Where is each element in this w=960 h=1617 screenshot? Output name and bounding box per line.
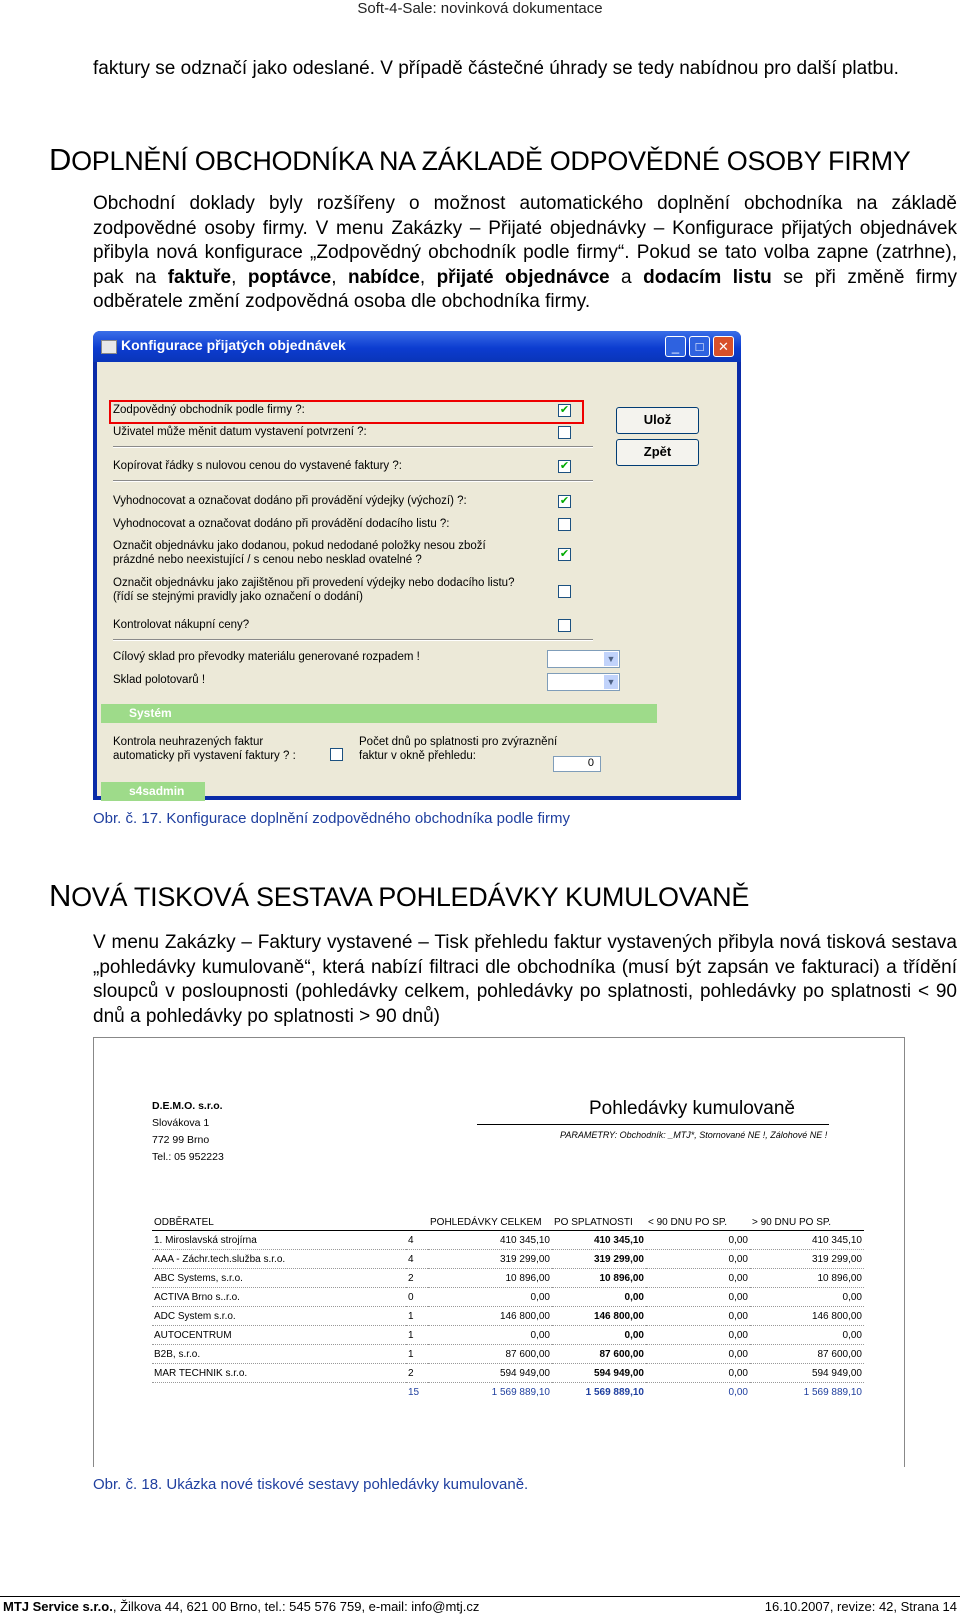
footer-revision: 16.10.2007, revize: 42, Strana 14	[764, 1599, 957, 1614]
company-phone: Tel.: 05 952223	[152, 1151, 224, 1163]
table-total-row	[152, 1383, 864, 1402]
table-cell: 2	[406, 1269, 428, 1288]
option-label: Zodpovědný obchodník podle firmy ?:	[113, 404, 305, 416]
option-checkbox[interactable]: ✔	[559, 404, 570, 416]
table-cell: 0,00	[646, 1364, 750, 1383]
section1-heading-rest: OPLNĚNÍ OBCHODNÍKA NA ZÁKLADĚ ODPOVĚDNÉ OSOBY FIRMY	[71, 146, 911, 176]
option-checkbox[interactable]	[558, 619, 571, 632]
option-checkbox[interactable]: ✔	[559, 460, 570, 472]
semi-product-warehouse-select[interactable]	[547, 673, 620, 691]
col-count	[406, 1214, 428, 1231]
table-cell: 0,00	[646, 1288, 750, 1307]
col-overdue: PO SPLATNOSTI	[552, 1214, 646, 1231]
table-cell	[152, 1383, 406, 1402]
dialog-client	[97, 362, 737, 796]
option-label: Vyhodnocovat a označovat dodáno při provádění výdejky (výchozí) ?:	[113, 495, 467, 507]
option-label: Označit objednávku jako zajištěnou při provedení výdejky nebo dodacího listu?	[113, 577, 515, 589]
table-cell: 0,00	[428, 1288, 552, 1307]
table-row	[152, 1307, 864, 1326]
figure17-caption: Obr. č. 17. Konfigurace doplnění zodpovědného obchodníka podle firmy	[93, 810, 570, 827]
option-checkbox[interactable]: ✔	[559, 495, 570, 507]
table-cell: 146 800,00	[750, 1307, 864, 1326]
option-label: Uživatel může měnit datum vystavení potvrzení ?:	[113, 426, 367, 438]
table-cell: 1 569 889,10	[803, 1386, 862, 1398]
table-cell: AUTOCENTRUM	[152, 1326, 406, 1345]
invoice-control-label: Kontrola neuhrazených faktur	[113, 736, 264, 748]
table-cell: 0	[406, 1288, 428, 1307]
section1-paragraph	[93, 192, 957, 315]
table-cell: 87 600,00	[750, 1345, 864, 1364]
chevron-down-icon: ▼	[604, 675, 618, 689]
page-header: Soft-4-Sale: novinková dokumentace	[357, 0, 603, 17]
option-checkbox[interactable]	[558, 585, 571, 598]
table-cell: 4	[406, 1231, 428, 1250]
section1-text-end: se při změně firmy odběratele změní zodpovědná osoba dle obchodníka firmy.	[93, 266, 958, 312]
section1-heading	[49, 144, 911, 177]
system-section-band: Systém	[101, 704, 657, 723]
table-header-row	[152, 1214, 864, 1231]
chevron-down-icon: ▼	[604, 652, 618, 666]
invoice-control-label-2: automaticky při vystavení faktury ? :	[113, 750, 296, 762]
table-row	[152, 1250, 864, 1269]
table-cell: 1 569 889,10	[491, 1386, 550, 1398]
table-cell: 0,00	[646, 1307, 750, 1326]
footer-company: MTJ Service s.r.o.	[3, 1599, 113, 1614]
option-label: Kopírovat řádky s nulovou cenou do vystavené faktury ?:	[113, 460, 402, 472]
table-row	[152, 1364, 864, 1383]
table-cell: 410 345,10	[750, 1231, 864, 1250]
overdue-days-input[interactable]: 0	[553, 756, 601, 772]
divider	[113, 480, 593, 482]
table-cell: 0,00	[428, 1326, 552, 1345]
sep: a	[609, 266, 644, 288]
target-warehouse-select[interactable]	[547, 650, 620, 668]
bold-delivery-note: dodacím listu	[643, 266, 772, 288]
company-name: D.E.M.O. s.r.o.	[152, 1100, 223, 1112]
table-cell: 0,00	[552, 1288, 646, 1307]
section2-paragraph: V menu Zakázky – Faktury vystavené – Tisk přehledu faktur vystavených přibyla nová tisková sestava „pohledávky kumulovaně“, která nabízí filtraci dle obchodníka (musí být zapsán ve fakturaci) a třídění sloupců v posloupnosti (pohledávky celkem, pohledávky po splatnosti, pohledávky po splatnosti < 90 dnů a pohledávky po splatnosti > 90 dnů)	[93, 932, 957, 1027]
table-row	[152, 1269, 864, 1288]
table-row	[152, 1326, 864, 1345]
col-total: POHLEDÁVKY CELKEM	[428, 1214, 552, 1231]
back-button[interactable]: Zpět	[616, 439, 699, 466]
table-cell: 87 600,00	[428, 1345, 552, 1364]
report-title: Pohledávky kumulovaně	[589, 1098, 795, 1119]
dialog-title: Konfigurace přijatých objednávek	[121, 337, 346, 353]
section2-heading	[49, 880, 749, 913]
target-warehouse-label: Cílový sklad pro převodky materiálu generované rozpadem !	[113, 651, 420, 663]
sep: ,	[231, 266, 248, 288]
table-cell: 1. Miroslavská strojírna	[152, 1231, 406, 1250]
table-cell: 0,00	[750, 1288, 864, 1307]
table-cell: 146 800,00	[428, 1307, 552, 1326]
option-label: Označit objednávku jako dodanou, pokud nedodané položky nesou zboží	[113, 540, 486, 552]
table-cell: 319 299,00	[428, 1250, 552, 1269]
table-cell: 410 345,10	[428, 1231, 552, 1250]
config-dialog	[93, 331, 741, 800]
bold-order: přijaté objednávce	[436, 266, 610, 288]
table-cell: ADC System s.r.o.	[152, 1307, 406, 1326]
option-label: Vyhodnocovat a označovat dodáno při provádění dodacího listu ?:	[113, 518, 450, 530]
table-cell: 1	[406, 1345, 428, 1364]
table-row	[152, 1231, 864, 1250]
table-row	[152, 1345, 864, 1364]
option-label: Kontrolovat nákupní ceny?	[113, 619, 250, 631]
table-cell: 10 896,00	[428, 1269, 552, 1288]
figure18-caption: Obr. č. 18. Ukázka nové tiskové sestavy pohledávky kumulovaně.	[93, 1476, 529, 1493]
table-cell: MAR TECHNIK s.r.o.	[152, 1364, 406, 1383]
table-cell: 0,00	[750, 1326, 864, 1345]
table-cell: 0,00	[646, 1345, 750, 1364]
table-cell: 15	[408, 1386, 420, 1398]
divider	[113, 446, 593, 448]
title-rule	[477, 1124, 829, 1125]
table-cell: AAA - Záchr.tech.služba s.r.o.	[152, 1250, 406, 1269]
table-cell: 319 299,00	[750, 1250, 864, 1269]
table-cell: 10 896,00	[750, 1269, 864, 1288]
close-button[interactable]: ✕	[713, 336, 734, 357]
table-cell: 319 299,00	[552, 1250, 646, 1269]
maximize-button[interactable]: □	[689, 336, 710, 357]
table-cell: 0,00	[646, 1231, 750, 1250]
report-preview	[93, 1037, 905, 1467]
section2-heading-initial: N	[49, 878, 72, 913]
table-cell: 410 345,10	[552, 1231, 646, 1250]
col-under90: < 90 DNU PO SP.	[646, 1214, 750, 1231]
table-cell: 594 949,00	[428, 1364, 552, 1383]
footer-address: , Žilkova 44, 621 00 Brno, tel.: 545 576 759, e-mail: info@mtj.cz	[112, 1599, 480, 1614]
table-cell: ABC Systems, s.r.o.	[152, 1269, 406, 1288]
col-customer: ODBĚRATEL	[152, 1214, 406, 1231]
receivables-table	[152, 1214, 864, 1401]
page-footer	[0, 1596, 960, 1617]
table-cell: 0,00	[646, 1250, 750, 1269]
sep: ,	[331, 266, 348, 288]
table-row	[152, 1288, 864, 1307]
overdue-days-label-2: faktur v okně přehledu:	[359, 750, 476, 762]
table-cell: 1 569 889,10	[585, 1386, 644, 1398]
col-over90: > 90 DNU PO SP.	[750, 1214, 864, 1231]
table-cell: 146 800,00	[552, 1307, 646, 1326]
bold-inquiry: poptávce	[247, 266, 332, 288]
table-cell: 2	[406, 1364, 428, 1383]
option-checkbox[interactable]	[558, 518, 571, 531]
bold-invoice: faktuře	[167, 266, 232, 288]
table-cell: 87 600,00	[552, 1345, 646, 1364]
section2-heading-rest: OVÁ TISKOVÁ SESTAVA POHLEDÁVKY KUMULOVANĚ	[71, 882, 750, 912]
option-checkbox[interactable]: ✔	[559, 548, 570, 560]
option-checkbox[interactable]	[558, 426, 571, 439]
sep: ,	[419, 266, 437, 288]
table-cell: 0,00	[646, 1326, 750, 1345]
save-button[interactable]: Ulož	[616, 407, 699, 434]
semi-product-warehouse-label: Sklad polotovarů !	[113, 674, 206, 686]
user-band: s4sadmin	[101, 782, 205, 801]
table-cell: 594 949,00	[750, 1364, 864, 1383]
window-icon	[101, 340, 117, 354]
table-cell: 4	[406, 1250, 428, 1269]
table-cell: 10 896,00	[552, 1269, 646, 1288]
table-cell: 1	[406, 1307, 428, 1326]
invoice-control-checkbox[interactable]	[330, 748, 343, 761]
bold-offer: nabídce	[348, 266, 420, 288]
divider	[113, 639, 593, 641]
table-cell: 1	[406, 1326, 428, 1345]
report-parameters: PARAMETRY: Obchodník: _MTJ*, Stornované NE !, Zálohové NE !	[560, 1130, 828, 1140]
option-label-2: prázdné nebo neexistující / s cenou nebo nesklad ovatelné ?	[113, 554, 422, 566]
company-city: 772 99 Brno	[152, 1134, 210, 1146]
intro-paragraph: faktury se odznačí jako odeslané. V případě částečné úhrady se tedy nabídnou pro další platbu.	[93, 58, 899, 79]
table-cell: B2B, s.r.o.	[152, 1345, 406, 1364]
table-cell: 0,00	[728, 1386, 748, 1398]
table-cell: 0,00	[646, 1269, 750, 1288]
overdue-days-label: Počet dnů po splatnosti pro zvýraznění	[359, 736, 558, 748]
section1-heading-initial: D	[49, 142, 72, 177]
footer-contact	[3, 1599, 479, 1614]
minimize-button[interactable]: _	[665, 336, 686, 357]
table-cell: 0,00	[552, 1326, 646, 1345]
dialog-titlebar	[93, 331, 741, 362]
company-street: Slovákova 1	[152, 1117, 210, 1129]
table-cell: ACTIVA Brno s..r.o.	[152, 1288, 406, 1307]
table-cell: 594 949,00	[552, 1364, 646, 1383]
section1-text: Obchodní doklady byly rozšířeny o možnost automatického doplnění obchodníka na základě zodpovědné osoby firmy. V menu Zakázky – Přijaté objednávky – Konfigurace přijatých objednávek přibyla nová konfigurace „Zodpovědný obchodník podle firmy“. Pokud se tato volba zapne (zatrhne), pak na	[93, 193, 957, 288]
option-label-2: (řídí se stejnými pravidly jako označení o dodání)	[113, 591, 363, 603]
